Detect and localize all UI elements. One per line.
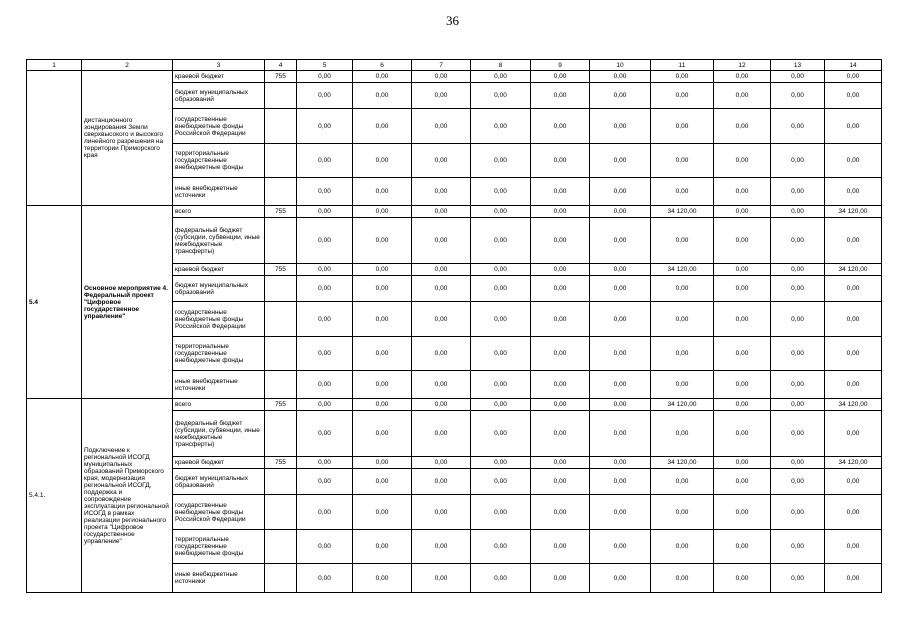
amount-cell: 0,00 [412,411,471,457]
amount-cell: 0,00 [412,178,471,206]
funding-source: всего [173,206,265,218]
amount-cell: 0,00 [590,178,651,206]
amount-cell: 0,00 [825,564,882,593]
amount-cell: 0,00 [297,530,353,564]
funding-source: всего [173,399,265,411]
amount-cell: 0,00 [353,264,412,276]
amount-cell: 0,00 [297,371,353,399]
amount-cell: 0,00 [531,411,590,457]
funding-source: краевой бюджет [173,457,265,469]
amount-cell: 0,00 [412,71,471,83]
amount-cell: 0,00 [353,399,412,411]
amount-cell: 0,00 [590,399,651,411]
funding-source: иные внебюджетные источники [173,371,265,399]
column-header: 8 [471,60,531,71]
amount-cell: 0,00 [412,495,471,530]
amount-cell: 0,00 [771,564,825,593]
amount-cell: 0,00 [590,206,651,218]
item-number [27,71,82,206]
amount-cell: 0,00 [412,206,471,218]
amount-cell: 0,00 [590,109,651,144]
amount-cell: 0,00 [825,411,882,457]
funding-source: бюджет муниципальных образований [173,276,265,302]
budget-code [265,276,297,302]
amount-cell: 0,00 [471,264,531,276]
amount-cell: 0,00 [353,469,412,495]
amount-cell: 0,00 [297,411,353,457]
amount-cell: 0,00 [590,337,651,371]
amount-cell: 0,00 [412,276,471,302]
amount-cell: 0,00 [771,71,825,83]
amount-cell: 0,00 [651,276,714,302]
funding-source: иные внебюджетные источники [173,564,265,593]
budget-code [265,469,297,495]
header-row [27,60,882,71]
amount-cell: 0,00 [353,71,412,83]
amount-cell: 0,00 [353,206,412,218]
amount-cell: 0,00 [825,530,882,564]
amount-cell: 0,00 [471,83,531,109]
amount-cell: 0,00 [471,206,531,218]
column-header: 3 [173,60,265,71]
amount-cell: 0,00 [471,178,531,206]
amount-cell: 0,00 [531,495,590,530]
amount-cell: 0,00 [471,399,531,411]
amount-cell: 0,00 [531,71,590,83]
amount-cell: 0,00 [531,302,590,337]
amount-cell: 0,00 [471,457,531,469]
amount-cell: 0,00 [771,109,825,144]
amount-cell: 0,00 [714,371,771,399]
table-row [27,71,882,83]
amount-cell: 0,00 [590,564,651,593]
amount-cell: 0,00 [297,144,353,178]
amount-cell: 34 120,00 [825,206,882,218]
amount-cell: 0,00 [531,337,590,371]
amount-cell: 0,00 [531,276,590,302]
table-row [27,206,882,218]
amount-cell: 0,00 [353,495,412,530]
amount-cell: 0,00 [297,206,353,218]
amount-cell: 0,00 [531,178,590,206]
amount-cell: 0,00 [412,264,471,276]
amount-cell: 0,00 [353,276,412,302]
amount-cell: 0,00 [825,144,882,178]
amount-cell: 0,00 [651,337,714,371]
amount-cell: 0,00 [771,218,825,264]
amount-cell: 0,00 [651,71,714,83]
column-header: 4 [265,60,297,71]
column-header: 7 [412,60,471,71]
amount-cell: 0,00 [590,371,651,399]
amount-cell: 0,00 [825,218,882,264]
amount-cell: 0,00 [825,71,882,83]
amount-cell: 0,00 [590,302,651,337]
budget-code: 755 [265,399,297,411]
column-header: 13 [771,60,825,71]
amount-cell: 0,00 [531,530,590,564]
budget-code [265,530,297,564]
budget-code [265,371,297,399]
amount-cell: 0,00 [651,564,714,593]
amount-cell: 0,00 [297,302,353,337]
amount-cell: 0,00 [297,83,353,109]
item-number: 5.4 [27,206,82,399]
amount-cell: 0,00 [353,337,412,371]
amount-cell: 0,00 [471,371,531,399]
amount-cell: 0,00 [651,530,714,564]
amount-cell: 0,00 [771,530,825,564]
amount-cell: 0,00 [353,457,412,469]
amount-cell: 0,00 [714,83,771,109]
amount-cell: 0,00 [412,399,471,411]
amount-cell: 0,00 [825,109,882,144]
amount-cell: 0,00 [531,469,590,495]
funding-source: федеральный бюджет (субсидии, субвенции, иные межбюджетные трансферты) [173,218,265,264]
budget-table [26,59,882,593]
amount-cell: 0,00 [590,276,651,302]
amount-cell: 0,00 [771,276,825,302]
amount-cell: 0,00 [353,371,412,399]
amount-cell: 0,00 [714,206,771,218]
budget-code [265,564,297,593]
budget-code: 755 [265,71,297,83]
amount-cell: 0,00 [471,564,531,593]
amount-cell: 0,00 [471,109,531,144]
amount-cell: 0,00 [412,457,471,469]
amount-cell: 0,00 [353,302,412,337]
funding-source: бюджет муниципальных образований [173,469,265,495]
table-row [27,399,882,411]
amount-cell: 0,00 [651,411,714,457]
amount-cell: 0,00 [412,218,471,264]
amount-cell: 0,00 [531,109,590,144]
amount-cell: 0,00 [297,71,353,83]
amount-cell: 0,00 [412,530,471,564]
amount-cell: 0,00 [714,337,771,371]
amount-cell: 0,00 [714,302,771,337]
amount-cell: 0,00 [825,337,882,371]
amount-cell: 0,00 [714,276,771,302]
amount-cell: 0,00 [651,218,714,264]
funding-source: иные внебюджетные источники [173,178,265,206]
amount-cell: 0,00 [590,457,651,469]
amount-cell: 0,00 [471,337,531,371]
amount-cell: 0,00 [412,337,471,371]
amount-cell: 0,00 [714,264,771,276]
amount-cell: 0,00 [825,495,882,530]
budget-code: 755 [265,264,297,276]
amount-cell: 0,00 [297,178,353,206]
amount-cell: 0,00 [297,399,353,411]
amount-cell: 0,00 [471,411,531,457]
amount-cell: 0,00 [412,83,471,109]
amount-cell: 0,00 [714,411,771,457]
budget-code [265,495,297,530]
amount-cell: 0,00 [651,178,714,206]
amount-cell: 0,00 [412,564,471,593]
amount-cell: 0,00 [651,83,714,109]
amount-cell: 34 120,00 [651,457,714,469]
amount-cell: 0,00 [471,530,531,564]
amount-cell: 0,00 [771,371,825,399]
amount-cell: 0,00 [651,302,714,337]
funding-source: краевой бюджет [173,264,265,276]
amount-cell: 0,00 [590,71,651,83]
amount-cell: 0,00 [771,457,825,469]
amount-cell: 0,00 [771,399,825,411]
funding-source: краевой бюджет [173,71,265,83]
amount-cell: 0,00 [297,457,353,469]
budget-code [265,337,297,371]
amount-cell: 0,00 [531,457,590,469]
amount-cell: 0,00 [825,469,882,495]
funding-source: государственные внебюджетные фонды Российской Федерации [173,109,265,144]
amount-cell: 0,00 [714,178,771,206]
amount-cell: 0,00 [412,302,471,337]
amount-cell: 0,00 [412,144,471,178]
amount-cell: 0,00 [297,564,353,593]
amount-cell: 0,00 [297,337,353,371]
amount-cell: 0,00 [353,411,412,457]
budget-code [265,178,297,206]
amount-cell: 0,00 [771,144,825,178]
amount-cell: 0,00 [531,399,590,411]
amount-cell: 0,00 [825,276,882,302]
amount-cell: 0,00 [353,144,412,178]
amount-cell: 0,00 [590,495,651,530]
amount-cell: 0,00 [771,264,825,276]
amount-cell: 0,00 [651,495,714,530]
amount-cell: 0,00 [353,83,412,109]
funding-source: государственные внебюджетные фонды Российской Федерации [173,495,265,530]
item-name: Подключение к региональной ИСОГД муниципальных образований Приморского края, модернизация региональной ИСОГД, поддержка и сопровождение эксплуатации региональной ИСОГД в рамках реализации регионального проекта "Цифровое государственное управление" [82,399,173,593]
amount-cell: 0,00 [297,276,353,302]
amount-cell: 0,00 [714,218,771,264]
column-header: 9 [531,60,590,71]
amount-cell: 0,00 [714,71,771,83]
amount-cell: 0,00 [531,83,590,109]
amount-cell: 0,00 [590,144,651,178]
amount-cell: 0,00 [590,469,651,495]
column-header: 11 [651,60,714,71]
amount-cell: 0,00 [297,469,353,495]
item-number: 5.4.1. [27,399,82,593]
amount-cell: 34 120,00 [651,264,714,276]
amount-cell: 0,00 [412,109,471,144]
amount-cell: 0,00 [825,371,882,399]
funding-source: федеральный бюджет (субсидии, субвенции, иные межбюджетные трансферты) [173,411,265,457]
amount-cell: 0,00 [471,144,531,178]
budget-code [265,411,297,457]
amount-cell: 34 120,00 [651,206,714,218]
amount-cell: 0,00 [353,218,412,264]
amount-cell: 0,00 [353,564,412,593]
amount-cell: 0,00 [297,495,353,530]
amount-cell: 0,00 [771,178,825,206]
amount-cell: 0,00 [714,469,771,495]
funding-source: бюджет муниципальных образований [173,83,265,109]
amount-cell: 0,00 [651,144,714,178]
amount-cell: 0,00 [353,530,412,564]
budget-code: 755 [265,457,297,469]
column-header: 12 [714,60,771,71]
amount-cell: 0,00 [825,302,882,337]
amount-cell: 0,00 [353,178,412,206]
amount-cell: 0,00 [412,371,471,399]
amount-cell: 0,00 [714,495,771,530]
budget-code [265,83,297,109]
column-header: 14 [825,60,882,71]
column-header: 10 [590,60,651,71]
amount-cell: 0,00 [651,109,714,144]
amount-cell: 0,00 [471,495,531,530]
budget-code [265,109,297,144]
funding-source: государственные внебюджетные фонды Российской Федерации [173,302,265,337]
amount-cell: 0,00 [531,206,590,218]
amount-cell: 0,00 [590,218,651,264]
amount-cell: 0,00 [531,371,590,399]
amount-cell: 0,00 [531,144,590,178]
amount-cell: 0,00 [825,178,882,206]
amount-cell: 0,00 [771,495,825,530]
amount-cell: 0,00 [651,469,714,495]
column-header: 1 [27,60,82,71]
amount-cell: 0,00 [714,109,771,144]
amount-cell: 0,00 [471,71,531,83]
amount-cell: 0,00 [297,218,353,264]
amount-cell: 0,00 [590,264,651,276]
amount-cell: 0,00 [771,302,825,337]
funding-source: территориальные государственные внебюджетные фонды [173,144,265,178]
amount-cell: 0,00 [297,264,353,276]
amount-cell: 0,00 [353,109,412,144]
amount-cell: 0,00 [590,411,651,457]
item-name: Основное мероприятие 4. Федеральный проект "Цифровое государственное управление" [82,206,173,399]
amount-cell: 0,00 [531,218,590,264]
amount-cell: 34 120,00 [825,399,882,411]
amount-cell: 0,00 [297,109,353,144]
column-header: 2 [82,60,173,71]
amount-cell: 0,00 [714,457,771,469]
amount-cell: 0,00 [771,206,825,218]
budget-code: 755 [265,206,297,218]
amount-cell: 0,00 [531,264,590,276]
amount-cell: 0,00 [771,411,825,457]
amount-cell: 34 120,00 [825,264,882,276]
amount-cell: 0,00 [714,399,771,411]
amount-cell: 0,00 [590,530,651,564]
amount-cell: 0,00 [825,83,882,109]
amount-cell: 0,00 [714,144,771,178]
amount-cell: 0,00 [471,302,531,337]
budget-code [265,144,297,178]
amount-cell: 0,00 [771,83,825,109]
amount-cell: 0,00 [471,276,531,302]
amount-cell: 34 120,00 [825,457,882,469]
budget-code [265,218,297,264]
amount-cell: 0,00 [714,530,771,564]
funding-source: территориальные государственные внебюджетные фонды [173,337,265,371]
table-body [27,71,882,593]
amount-cell: 0,00 [471,469,531,495]
amount-cell: 0,00 [651,371,714,399]
amount-cell: 34 120,00 [651,399,714,411]
column-header: 6 [353,60,412,71]
column-header: 5 [297,60,353,71]
funding-source: территориальные государственные внебюджетные фонды [173,530,265,564]
amount-cell: 0,00 [531,564,590,593]
amount-cell: 0,00 [771,469,825,495]
budget-code [265,302,297,337]
amount-cell: 0,00 [771,337,825,371]
amount-cell: 0,00 [714,564,771,593]
amount-cell: 0,00 [471,218,531,264]
amount-cell: 0,00 [412,469,471,495]
page-number: 36 [446,13,459,28]
amount-cell: 0,00 [590,83,651,109]
item-name: дистанционного зондирования Земли сверхвысокого и высокого линейного разрешения на территории Приморского края [82,71,173,206]
